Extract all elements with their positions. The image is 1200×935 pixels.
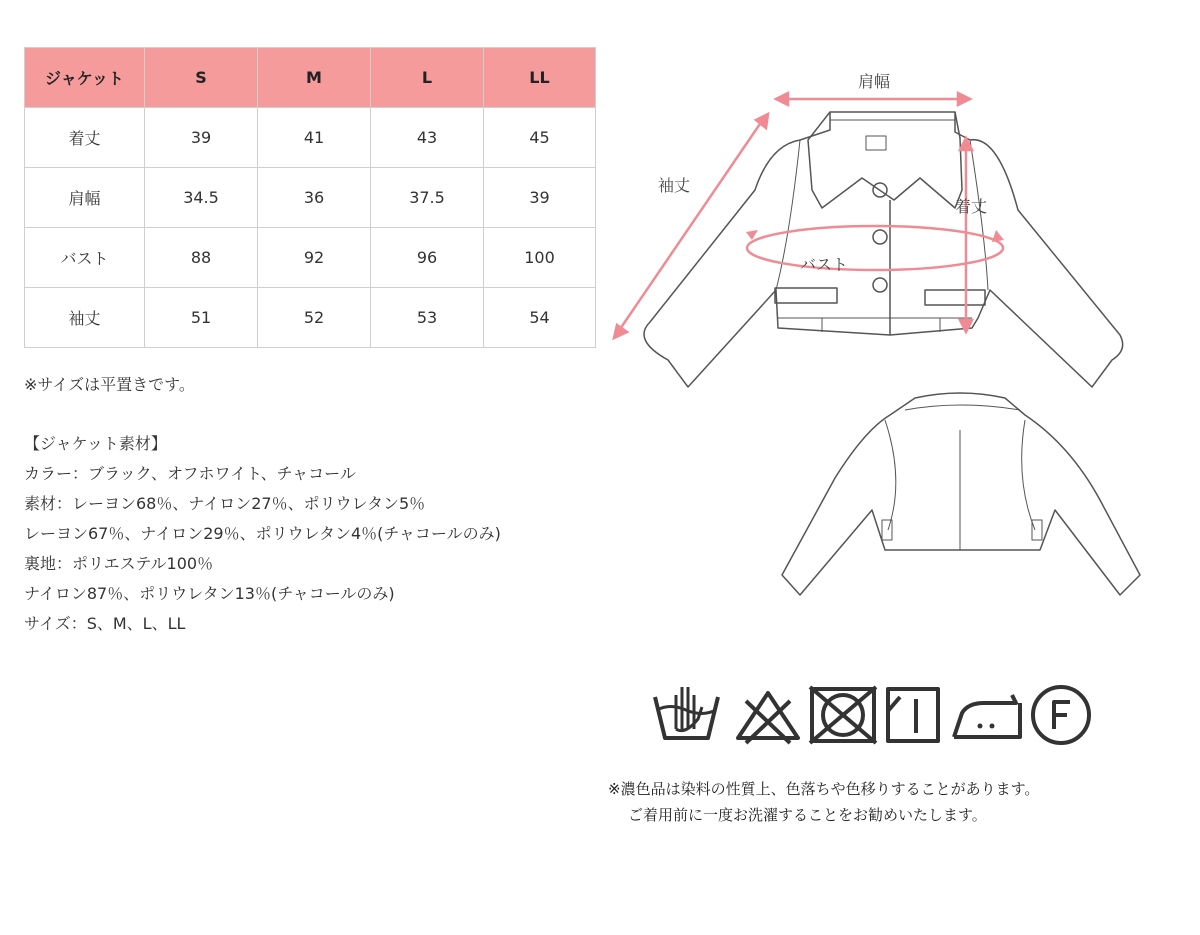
hand-wash-icon (655, 687, 718, 738)
table-cell: 92 (258, 228, 371, 288)
right-pocket-flap (925, 290, 985, 305)
table-header-row (25, 48, 596, 108)
material-line-charcoal: レーヨン67％、ナイロン29％、ポリウレタン4％(チャコールのみ) (24, 524, 501, 543)
size-table (24, 47, 596, 348)
back-body-outline (782, 393, 1140, 595)
table-cell: 100 (484, 228, 596, 288)
warning-line-2: ご着用前に一度お洗濯することをお勧めいたします。 (628, 806, 987, 824)
table-cell: 34.5 (145, 168, 258, 228)
table-cell: 96 (371, 228, 484, 288)
front-collar (808, 112, 962, 208)
lining-line-charcoal: ナイロン87％、ポリウレタン13％(チャコールのみ) (24, 584, 395, 603)
left-pocket-flap (775, 288, 837, 303)
row-label: 肩幅 (25, 168, 145, 228)
table-cell: 41 (258, 108, 371, 168)
no-tumble-dry-icon (810, 687, 876, 743)
shoulder-label: 肩幅 (858, 72, 891, 91)
sleeve-label: 袖丈 (658, 176, 691, 195)
material-line: 素材：レーヨン68％、ナイロン27％、ポリウレタン5％ (24, 494, 426, 513)
table-row (25, 108, 596, 168)
table-cell: 53 (371, 288, 484, 348)
table-cell: 39 (484, 168, 596, 228)
header-size-l: L (371, 48, 484, 108)
bust-label: バスト (800, 255, 849, 274)
header-size-m: M (258, 48, 371, 108)
warning-line-1: ※濃色品は染料の性質上、色落ちや色移りすることがあります。 (608, 780, 1040, 798)
table-row (25, 168, 596, 228)
header-item: ジャケット (25, 48, 145, 108)
jacket-diagram (600, 60, 1160, 610)
care-warning (608, 776, 1039, 828)
row-label: バスト (25, 228, 145, 288)
table-cell: 51 (145, 288, 258, 348)
row-label: 袖丈 (25, 288, 145, 348)
front-body-outline (644, 112, 1123, 387)
table-cell: 45 (484, 108, 596, 168)
lining-line: 裏地：ポリエステル100％ (24, 554, 214, 573)
sleeve-arrow (618, 118, 764, 332)
table-cell: 37.5 (371, 168, 484, 228)
tag (866, 136, 886, 150)
button-2 (873, 230, 887, 244)
header-size-ll: LL (484, 48, 596, 108)
material-notes (24, 370, 501, 639)
no-bleach-icon (738, 693, 798, 743)
table-cell: 52 (258, 288, 371, 348)
table-row (25, 288, 596, 348)
material-heading: 【ジャケット素材】 (24, 434, 167, 453)
color-line: カラー：ブラック、オフホワイト、チャコール (24, 464, 356, 483)
line-dry-shade-icon (888, 689, 938, 741)
sizes-line: サイズ：S、M、L、LL (24, 614, 186, 633)
iron-low-icon (954, 695, 1020, 737)
table-cell: 43 (371, 108, 484, 168)
care-icons (650, 675, 1100, 755)
dry-clean-f-icon (1033, 687, 1089, 743)
header-size-s: S (145, 48, 258, 108)
table-cell: 39 (145, 108, 258, 168)
table-cell: 54 (484, 288, 596, 348)
table-row (25, 228, 596, 288)
length-label: 着丈 (955, 197, 988, 216)
row-label: 着丈 (25, 108, 145, 168)
table-cell: 88 (145, 228, 258, 288)
button-3 (873, 278, 887, 292)
table-cell: 36 (258, 168, 371, 228)
flat-size-note: ※サイズは平置きです。 (24, 375, 195, 394)
